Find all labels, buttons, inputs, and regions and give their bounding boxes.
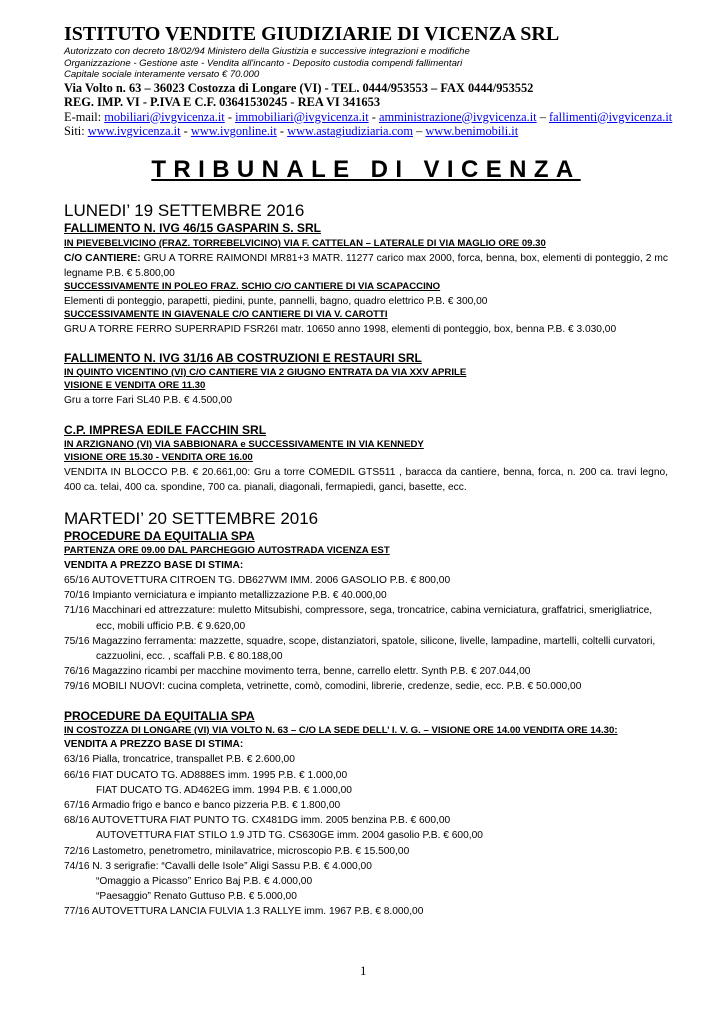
email-line xyxy=(64,109,673,124)
lot-item: 68/16 AUTOVETTURA FIAT PUNTO TG. CX481DG imm. 2005 benzina P.B. € 600,00 xyxy=(64,815,451,827)
site-link-ivgvicenza[interactable]: www.ivgvicenza.it xyxy=(87,124,181,138)
lot-description xyxy=(64,251,668,281)
location-line: SUCCESSIVAMENTE IN POLEO FRAZ. SCHIO C/O CANTIERE DI VIA SCAPACCINO xyxy=(64,281,441,293)
lot-description: Elementi di ponteggio, parapetti, piedini, punte, pannelli, bagno, quadro elettrico P.B. € 300,00 xyxy=(64,295,488,307)
lot-description: Gru a torre Fari SL40 P.B. € 4.500,00 xyxy=(64,394,233,406)
site-link-benimobili[interactable]: www.benimobili.it xyxy=(425,124,519,138)
site-separator: - xyxy=(180,124,191,138)
section-title: FALLIMENTO N. IVG 46/15 GASPARIN S. SRL xyxy=(64,221,321,236)
location-line: IN PIEVEBELVICINO (FRAZ. TORREBELVICINO) VIA F. CATTELAN – LATERALE DI VIA MAGLIO ORE 09.30 xyxy=(64,238,546,250)
day-heading-monday: LUNEDI’ 19 SETTEMBRE 2016 xyxy=(64,201,305,221)
auction-section-ab-costruzioni xyxy=(64,351,668,408)
lot-item: 67/16 Armadio frigo e banco e banco pizzeria P.B. € 1.800,00 xyxy=(64,799,341,811)
document-page xyxy=(64,22,673,920)
lot-item: 66/16 FIAT DUCATO TG. AD888ES imm. 1995 P.B. € 1.000,00 xyxy=(64,769,348,781)
services-line: Organizzazione - Gestione aste - Vendita all'incanto - Deposito custodia compendi fallimentari xyxy=(64,57,463,69)
location-line: IN QUINTO VICENTINO (VI) C/O CANTIERE VIA 2 GIUGNO ENTRATA DA VIA XXV APRILE xyxy=(64,366,467,378)
day-heading-tuesday: MARTEDI’ 20 SETTEMBRE 2016 xyxy=(64,509,319,529)
address-line: Via Volto n. 63 – 36023 Costozza di Longare (VI) - TEL. 0444/953553 – FAX 0444/953552 xyxy=(64,80,534,95)
location-line: SUCCESSIVAMENTE IN GIAVENALE C/O CANTIERE DI VIA V. CAROTTI xyxy=(64,309,388,321)
lot-item: 72/16 Lastometro, penetrometro, minilavatrice, microscopio P.B. € 15.500,00 xyxy=(64,845,410,857)
lot-item: 77/16 AUTOVETTURA LANCIA FULVIA 1.3 RALLYE imm. 1967 P.B. € 8.000,00 xyxy=(64,906,424,918)
company-name: ISTITUTO VENDITE GIUDIZIARIE DI VICENZA SRL xyxy=(64,23,560,45)
time-line: VISIONE E VENDITA ORE 11.30 xyxy=(64,380,206,392)
lot-item: “Omaggio a Picasso” Enrico Baj P.B. € 4.000,00 xyxy=(96,875,313,887)
site-separator: – xyxy=(412,124,426,138)
section-title: PROCEDURE DA EQUITALIA SPA xyxy=(64,708,255,723)
cantiere-label: C/O CANTIERE: xyxy=(64,252,141,264)
location-line: PARTENZA ORE 09.00 DAL PARCHEGGIO AUTOSTRADA VICENZA EST xyxy=(64,545,390,557)
section-title: FALLIMENTO N. IVG 31/16 AB COSTRUZIONI E RESTAURI SRL xyxy=(64,350,422,365)
auction-section-equitalia-1 xyxy=(64,529,668,694)
section-title: PROCEDURE DA EQUITALIA SPA xyxy=(64,529,255,544)
section-title: C.P. IMPRESA EDILE FACCHIN SRL xyxy=(64,422,267,437)
lot-item: “Paesaggio” Renato Guttuso P.B. € 5.000,00 xyxy=(96,891,297,903)
authorization-line: Autorizzato con decreto 18/02/94 Ministero della Giustizia e successive integrazioni e modifiche xyxy=(64,46,470,57)
sites-label: Siti: xyxy=(64,124,88,138)
email-link-mobiliari[interactable]: mobiliari@ivgvicenza.it xyxy=(104,109,225,124)
auction-section-facchin xyxy=(64,423,668,495)
lot-description: GRU A TORRE FERRO SUPERRAPID FSR26I matr. 10650 anno 1998, elementi di ponteggio, box, benna P.B. € 3.030,00 xyxy=(64,323,617,335)
lot-item: AUTOVETTURA FIAT STILO 1.9 JTD TG. CS630GE imm. 2004 gasolio P.B. € 600,00 xyxy=(96,830,483,842)
page-number: 1 xyxy=(360,963,367,978)
lot-item: 70/16 Impianto verniciatura e impianto metallizzazione P.B. € 40.000,00 xyxy=(64,590,387,602)
email-link-amministrazione[interactable]: amministrazione@ivgvicenza.it xyxy=(378,109,537,124)
site-link-astagiudiziaria[interactable]: www.astagiudiziaria.com xyxy=(287,124,413,138)
tribunale-heading: TRIBUNALE DI VICENZA xyxy=(151,156,581,184)
lot-item: 74/16 N. 3 serigrafie: “Cavalli delle Isole” Aligi Sassu P.B. € 4.000,00 xyxy=(64,860,372,872)
email-separator: – xyxy=(536,109,549,124)
auction-section-gasparin xyxy=(64,221,668,336)
lot-item: 65/16 AUTOVETTURA CITROEN TG. DB627WM IMM. 2006 GASOLIO P.B. € 800,00 xyxy=(64,575,451,587)
site-link-ivgonline[interactable]: www.ivgonline.it xyxy=(190,124,277,138)
email-link-immobiliari[interactable]: immobiliari@ivgvicenza.it xyxy=(235,109,369,124)
lot-item: FIAT DUCATO TG. AD462EG imm. 1994 P.B. € 1.000,00 xyxy=(96,784,352,796)
lot-description: VENDITA IN BLOCCO P.B. € 20.661,00: Gru a torre COMEDIL GTS511 , baracca da cantiere, benna, forca, n. 200 ca. travi legno, 400 ca. telai, 400 ca. spondine, 700 ca. pianali, diagonali, fermapiedi, ganci, basette, ecc. xyxy=(64,466,668,494)
email-separator: - xyxy=(368,109,379,124)
time-line: VISIONE ORE 15.30 - VENDITA ORE 16.00 xyxy=(64,452,253,464)
sites-line xyxy=(64,124,668,138)
email-label: E-mail: xyxy=(64,109,105,124)
sale-label: VENDITA A PREZZO BASE DI STIMA: xyxy=(64,559,244,571)
lot-item: 75/16 Magazzino ferramenta: mazzette, squadre, scope, distanziatori, spatole, silicone, livelle, lampadine, martelli, coltelli curvatori, cazzuolini, ecc. , scaffali P.B. € 80.188,00 xyxy=(64,635,656,663)
email-separator: - xyxy=(224,109,236,124)
lot-item: 79/16 MOBILI NUOVI: cucina completa, vetrinette, comò, comodini, librerie, credenze, sedie, ecc. P.B. € 50.000,00 xyxy=(64,681,582,693)
cantiere-text: GRU A TORRE RAIMONDI MR81+3 MATR. 11277 carico max 2000, forca, benna, box, elementi di ponteggio, 2 mc legname P.B. € 5.800,00 xyxy=(64,252,668,280)
site-separator: - xyxy=(276,124,288,138)
auction-section-equitalia-2 xyxy=(64,709,668,920)
letterhead xyxy=(64,22,673,138)
lot-item: 71/16 Macchinari ed attrezzature: muletto Mitsubishi, compressore, sega, troncatrice, cabina verniciatura, graffatrici, smerigliatrice, ecc, mobili ufficio P.B. € 9.620,00 xyxy=(64,605,653,632)
lot-item: 63/16 Pialla, troncatrice, transpallet P.B. € 2.600,00 xyxy=(64,754,295,766)
registry-line: REG. IMP. VI - P.IVA E C.F. 03641530245 - REA VI 341653 xyxy=(64,95,381,110)
location-line: IN COSTOZZA DI LONGARE (VI) VIA VOLTO N. 63 – C/O LA SEDE DELL’ I. V. G. – VISIONE ORE 14.00 VENDITA ORE 14.30: xyxy=(64,724,618,736)
sale-label: VENDITA A PREZZO BASE DI STIMA: xyxy=(64,739,244,751)
capital-line: Capitale sociale interamente versato € 70.000 xyxy=(64,69,260,81)
lot-item: 76/16 Magazzino ricambi per macchine movimento terra, benne, carrello elettr. Synth P.B. € 207.044,00 xyxy=(64,666,531,678)
email-link-fallimenti[interactable]: fallimenti@ivgvicenza.it xyxy=(549,109,673,124)
location-line: IN ARZIGNANO (VI) VIA SABBIONARA e SUCCESSIVAMENTE IN VIA KENNEDY xyxy=(64,438,424,450)
